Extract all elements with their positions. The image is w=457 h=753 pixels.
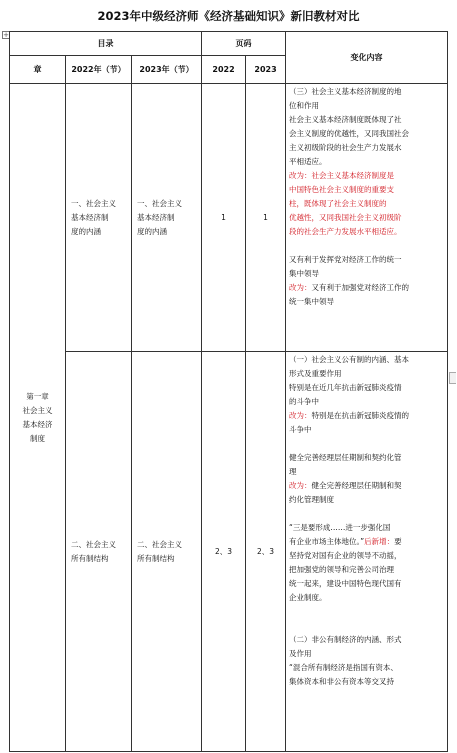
change-line	[289, 225, 444, 239]
change-line	[289, 535, 444, 549]
change-text: 改为：	[289, 481, 312, 490]
change-line	[289, 479, 444, 493]
change-line	[289, 563, 444, 577]
scroll-marker[interactable]	[449, 372, 456, 384]
section-line: 度的内涵	[137, 226, 167, 236]
page-2022-cell: 1	[202, 84, 246, 352]
change-line	[289, 211, 444, 225]
change-text: 社会主义基本经济制度既体现了社	[289, 115, 402, 124]
change-text: 健全完善经理层任期制和契约化管	[289, 453, 402, 462]
change-text: 优越性，又同我国社会主义初级阶	[289, 213, 402, 222]
table-row	[10, 84, 448, 352]
change-text: 改为：	[289, 411, 312, 420]
change-text: 段的社会生产力发展水平相适应。	[289, 227, 402, 236]
change-text: 改为：	[289, 171, 312, 180]
section-line: 基本经济制	[137, 212, 175, 222]
change-text: 集体资本和非公有资本等交叉持	[289, 677, 395, 686]
change-text: 位和作用	[289, 101, 320, 110]
change-text: 统一起来，建设中国特色现代国有	[289, 579, 402, 588]
change-text: 约化管理制度	[289, 495, 335, 504]
change-line	[289, 409, 444, 423]
change-text: 理	[289, 467, 297, 476]
change-text: 中国特色社会主义制度的重要支	[289, 185, 395, 194]
change-line	[289, 155, 444, 169]
header-chapter: 章	[10, 56, 66, 84]
change-text: （二）非公有制经济的内涵、形式	[289, 635, 402, 644]
change-line	[289, 395, 444, 409]
change-line	[289, 423, 444, 437]
change-text: 特别是在近几年抗击新冠肺炎疫情	[289, 383, 402, 392]
section-line: 所有制结构	[71, 553, 109, 563]
change-line	[289, 465, 444, 479]
changes-cell	[286, 352, 448, 752]
page-2023-cell: 1	[246, 84, 286, 352]
section-line: 二、社会主义	[71, 539, 116, 549]
section-line: 一、社会主义	[71, 198, 116, 208]
change-text-segment: 健全完善经理层任期制和契	[311, 481, 402, 490]
section-2023-cell	[132, 352, 202, 752]
header-section-2022: 2022年（节）	[66, 56, 132, 84]
change-text: “混合所有制经济是指国有资本、	[289, 663, 398, 672]
change-text-segment: 特别是在抗击新冠肺炎疫情的	[311, 411, 410, 420]
page-2022-cell: 2、3	[202, 352, 246, 752]
change-text-segment: 后新增：	[364, 537, 395, 546]
blank-line	[289, 605, 444, 619]
blank-line	[289, 619, 444, 633]
change-text: 集中领导	[289, 269, 320, 278]
change-line	[289, 381, 444, 395]
section-line: 基本经济制	[71, 212, 109, 222]
change-line	[289, 113, 444, 127]
change-line	[289, 183, 444, 197]
header-row-1	[10, 32, 448, 56]
change-line	[289, 169, 444, 183]
change-line	[289, 127, 444, 141]
changes-cell	[286, 84, 448, 352]
header-page-2023: 2023	[246, 56, 286, 84]
change-line	[289, 197, 444, 211]
change-text: 主义初级阶段的社会生产力发展水	[289, 143, 402, 152]
change-text: 统一集中领导	[289, 297, 335, 306]
change-text: 把加强党的领导和完善公司治理	[289, 565, 395, 574]
chapter-label-line: 制度	[30, 433, 45, 443]
comparison-table	[9, 31, 448, 752]
change-line	[289, 141, 444, 155]
change-line	[289, 353, 444, 367]
change-text: 斗争中	[289, 425, 312, 434]
change-text-segment: 要	[394, 537, 402, 546]
section-2022-cell	[66, 84, 132, 352]
change-text: 有企业市场主体地位。”	[289, 537, 365, 546]
table-move-handle[interactable]: +	[3, 31, 9, 39]
section-2023-cell	[132, 84, 202, 352]
change-line	[289, 253, 444, 267]
table-row	[10, 352, 448, 752]
header-changes: 变化内容	[286, 32, 448, 84]
header-page-2022: 2022	[202, 56, 246, 84]
header-catalog: 目录	[10, 32, 202, 56]
document-title: 2023年中级经济师《经济基础知识》新旧教材对比	[97, 9, 360, 23]
blank-line	[289, 437, 444, 451]
change-line	[289, 577, 444, 591]
section-line: 一、社会主义	[137, 198, 182, 208]
section-line: 所有制结构	[137, 553, 175, 563]
section-2022-cell	[66, 352, 132, 752]
change-line	[289, 99, 444, 113]
change-text: 改为：	[289, 283, 312, 292]
change-line	[289, 633, 444, 647]
change-line	[289, 493, 444, 507]
change-text: 企业制度。	[289, 593, 327, 602]
section-line: 二、社会主义	[137, 539, 182, 549]
change-line	[289, 521, 444, 535]
change-text: 柱，既体现了社会主义制度的	[289, 199, 387, 208]
change-line	[289, 675, 444, 689]
blank-line	[289, 239, 444, 253]
change-text: 形式及重要作用	[289, 369, 342, 378]
change-text-segment: 又有利于加强党对经济工作的	[311, 283, 410, 292]
change-line	[289, 661, 444, 675]
change-line	[289, 267, 444, 281]
chapter-label-line: 第一章	[26, 391, 49, 401]
chapter-label-line: 社会主义	[22, 405, 53, 415]
change-text: 坚持党对国有企业的领导不动摇，	[289, 551, 402, 560]
change-line	[289, 549, 444, 563]
blank-line	[289, 507, 444, 521]
change-line	[289, 85, 444, 99]
change-line	[289, 367, 444, 381]
header-pages: 页码	[202, 32, 286, 56]
change-text: 又有利于发挥党对经济工作的统一	[289, 255, 402, 264]
page-2023-cell: 2、3	[246, 352, 286, 752]
chapter-label-line: 基本经济	[22, 419, 53, 429]
section-line: 度的内涵	[71, 226, 101, 236]
change-line	[289, 281, 444, 295]
change-line	[289, 295, 444, 309]
change-text: 平相适应。	[289, 157, 327, 166]
change-line	[289, 647, 444, 661]
change-text-segment: 社会主义基本经济制度是	[311, 171, 395, 180]
change-line	[289, 591, 444, 605]
change-text: 及作用	[289, 649, 312, 658]
change-text: 的斗争中	[289, 397, 320, 406]
change-text: （一）社会主义公有制的内涵、基本	[289, 355, 410, 364]
change-line	[289, 451, 444, 465]
change-text: “三是要形成……进一步强化国	[289, 523, 391, 532]
change-text: 会主义制度的优越性，又同我国社会	[289, 129, 410, 138]
change-text: （三）社会主义基本经济制度的地	[289, 87, 402, 96]
chapter-cell	[10, 84, 66, 752]
header-section-2023: 2023年（节）	[132, 56, 202, 84]
